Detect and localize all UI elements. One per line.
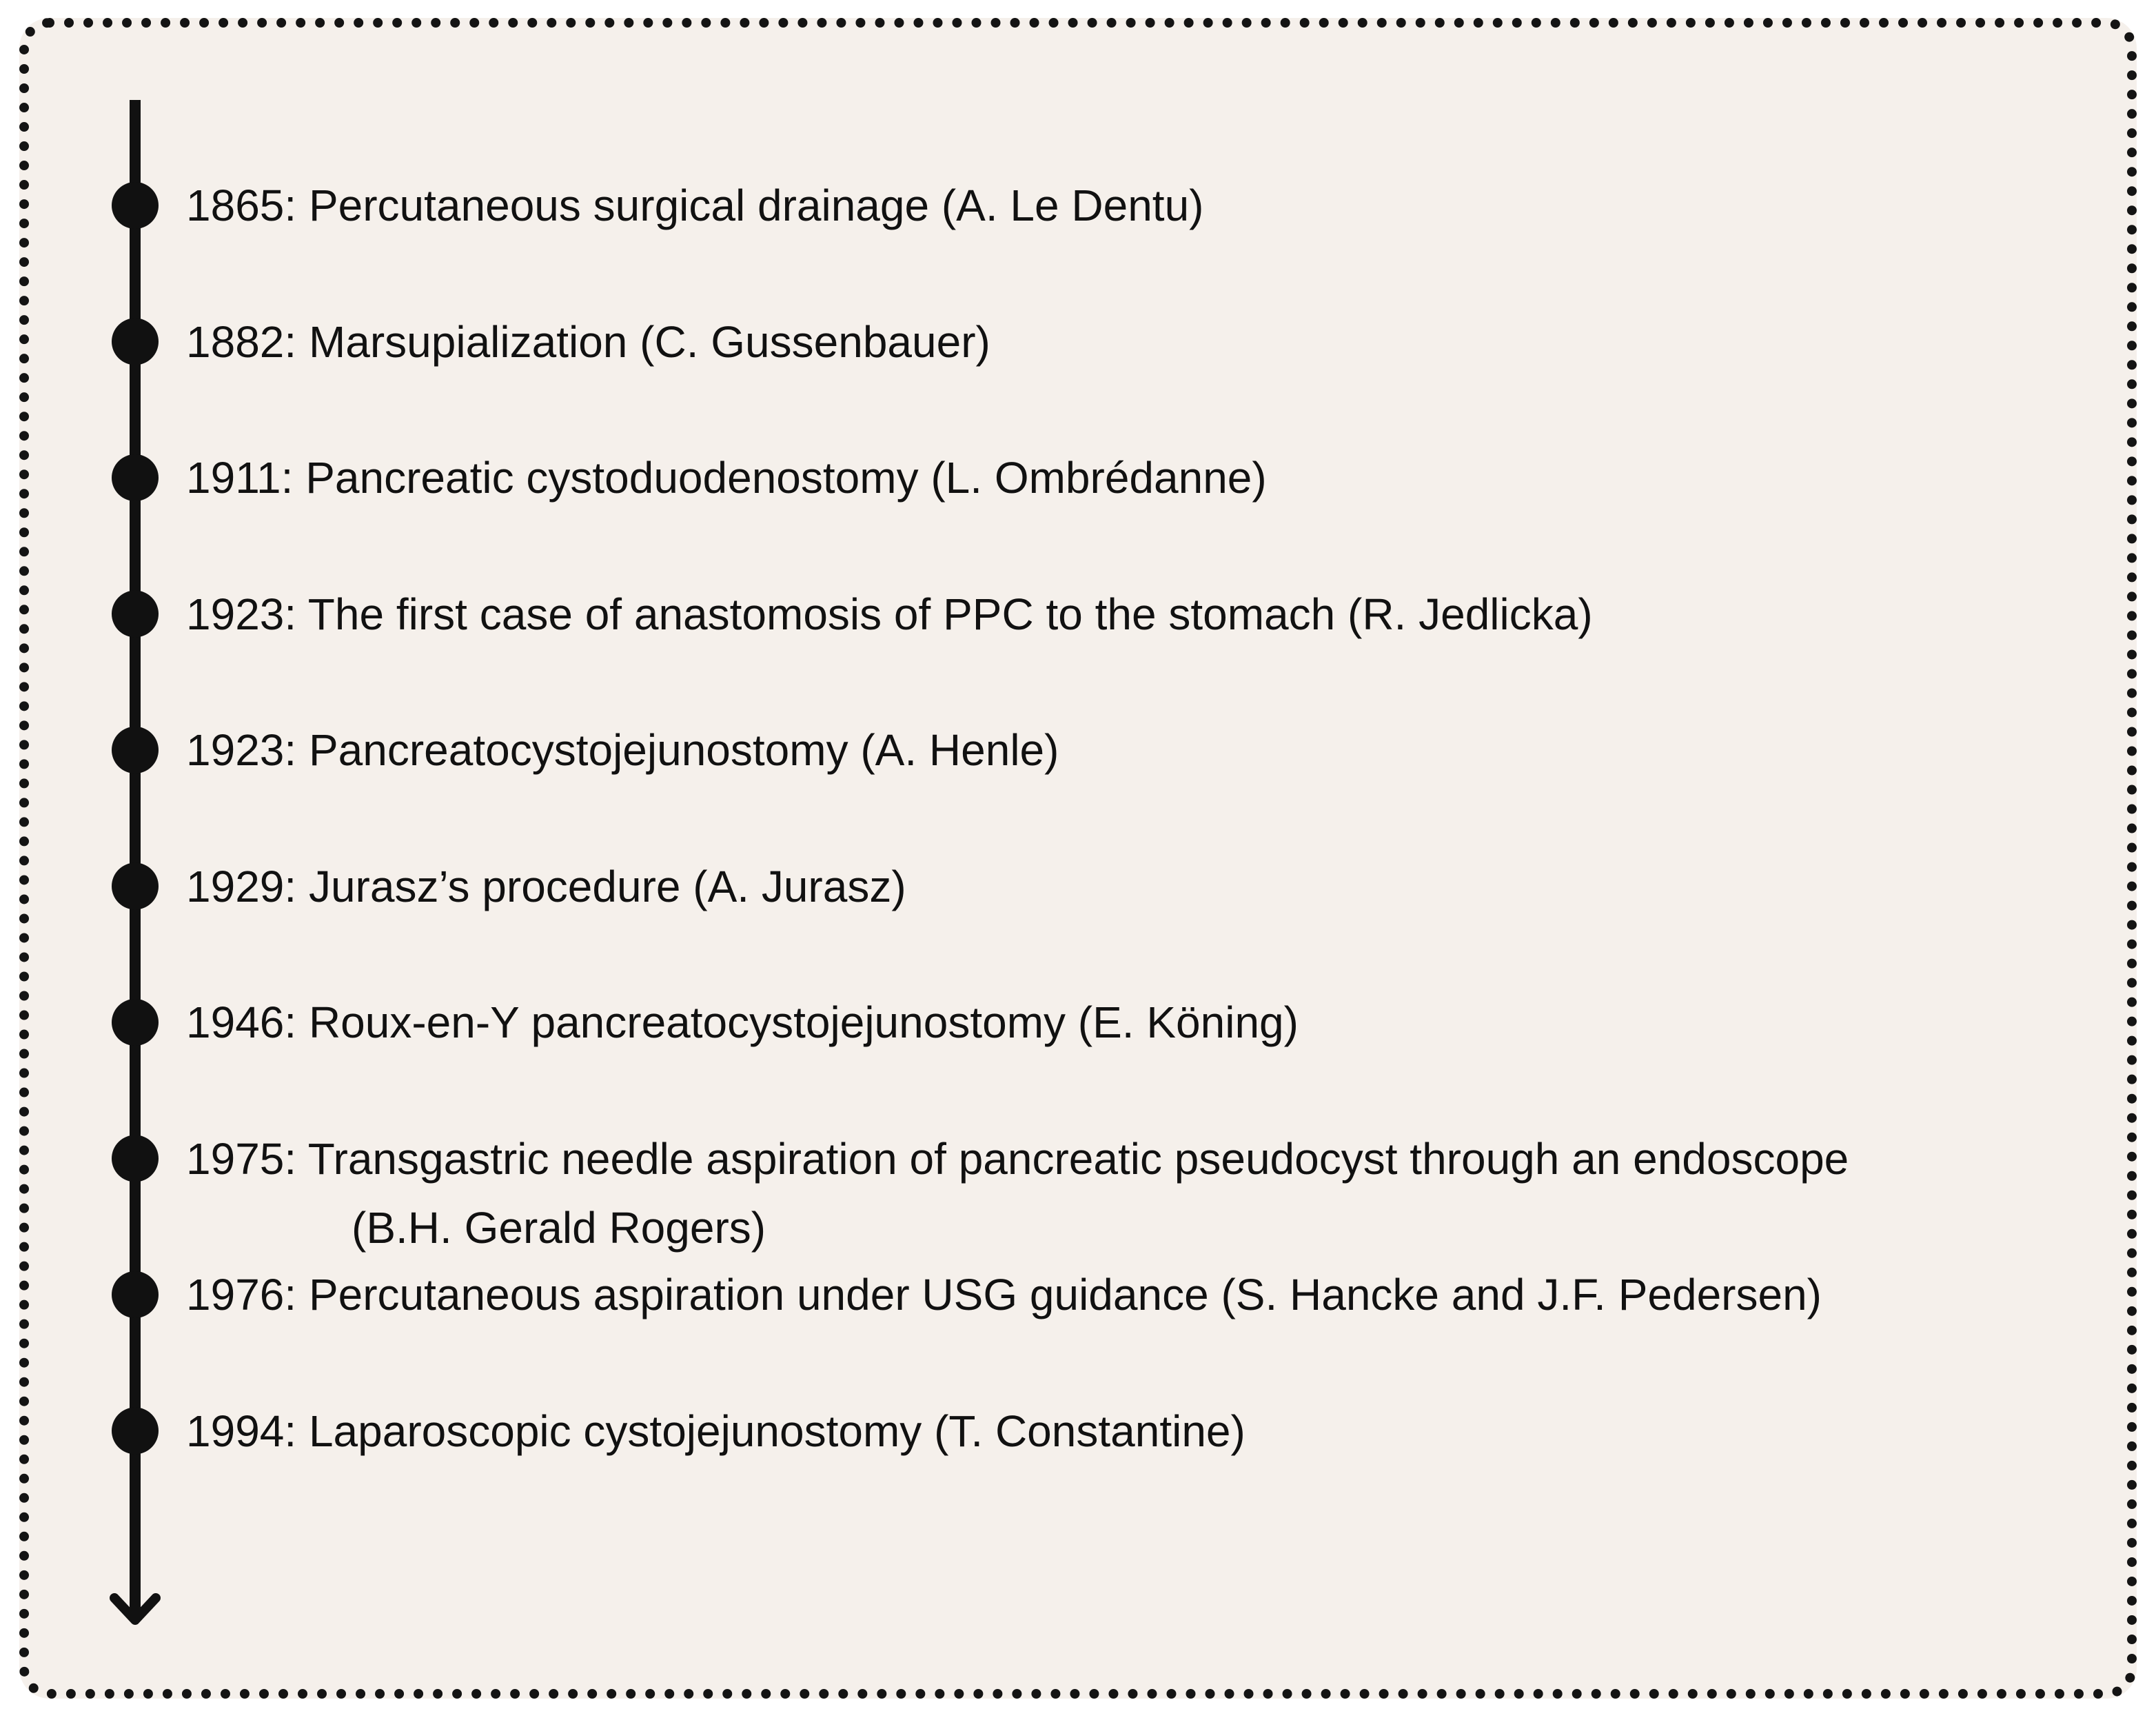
timeline-event	[186, 716, 2116, 785]
event-separator: :	[284, 1270, 309, 1319]
event-description: Jurasz’s procedure (A. Jurasz)	[308, 861, 906, 911]
event-separator: :	[284, 725, 309, 775]
timeline-event	[186, 1397, 2116, 1466]
event-year: 1946	[186, 998, 285, 1047]
event-year: 1865	[186, 181, 285, 230]
timeline-event	[186, 988, 2116, 1057]
event-description: Transgastric needle aspiration of pancreatic pseudocyst through an endoscope	[307, 1133, 1849, 1184]
event-separator: :	[284, 1406, 309, 1456]
event-description: Roux-en-Y pancreatocystojejunostomy (E. Köning)	[308, 998, 1299, 1047]
timeline-marker	[112, 863, 159, 910]
event-year: 1975	[186, 1133, 285, 1184]
event-description: Pancreatic cystoduodenostomy (L. Ombrédanne)	[305, 453, 1267, 503]
timeline-event	[186, 580, 2116, 649]
event-year: 1923	[186, 725, 285, 775]
timeline-marker	[112, 318, 159, 365]
event-separator: :	[284, 181, 309, 230]
event-year: 1929	[186, 861, 285, 911]
timeline-event	[186, 1260, 2116, 1329]
timeline-marker	[112, 591, 159, 638]
event-separator: :	[284, 589, 308, 639]
event-separator: :	[281, 453, 306, 503]
event-description-continued: (B.H. Gerald Rogers)	[352, 1202, 766, 1253]
timeline-marker	[112, 1271, 159, 1318]
event-year: 1994	[186, 1406, 285, 1456]
timeline-event	[186, 852, 2116, 921]
timeline-marker	[112, 999, 159, 1046]
timeline-marker	[112, 727, 159, 773]
timeline-event	[186, 171, 2116, 240]
event-description: Percutaneous surgical drainage (A. Le Dentu)	[308, 181, 1204, 230]
timeline-marker	[112, 454, 159, 501]
event-description: Pancreatocystojejunostomy (A. Henle)	[308, 725, 1059, 775]
timeline-event	[186, 443, 2116, 512]
timeline-marker	[112, 182, 159, 229]
event-separator: :	[284, 998, 309, 1047]
event-separator: :	[284, 861, 309, 911]
event-description: Percutaneous aspiration under USG guidance (S. Hancke and J.F. Pedersen)	[308, 1270, 1822, 1319]
event-separator: :	[284, 1133, 308, 1184]
event-description: Marsupialization (C. Gussenbauer)	[308, 316, 990, 367]
event-year: 1976	[186, 1270, 285, 1319]
timeline-marker	[112, 1135, 159, 1182]
timeline-event	[186, 1124, 2116, 1262]
event-description: The first case of anastomosis of PPC to the stomach (R. Jedlicka)	[307, 589, 1593, 639]
event-year: 1923	[186, 589, 285, 639]
timeline-marker	[112, 1408, 159, 1455]
timeline-event	[186, 307, 2116, 376]
event-separator: :	[284, 316, 309, 367]
event-year: 1911	[186, 453, 281, 503]
event-description: Laparoscopic cystojejunostomy (T. Constantine)	[308, 1406, 1245, 1456]
event-year: 1882	[186, 316, 285, 367]
